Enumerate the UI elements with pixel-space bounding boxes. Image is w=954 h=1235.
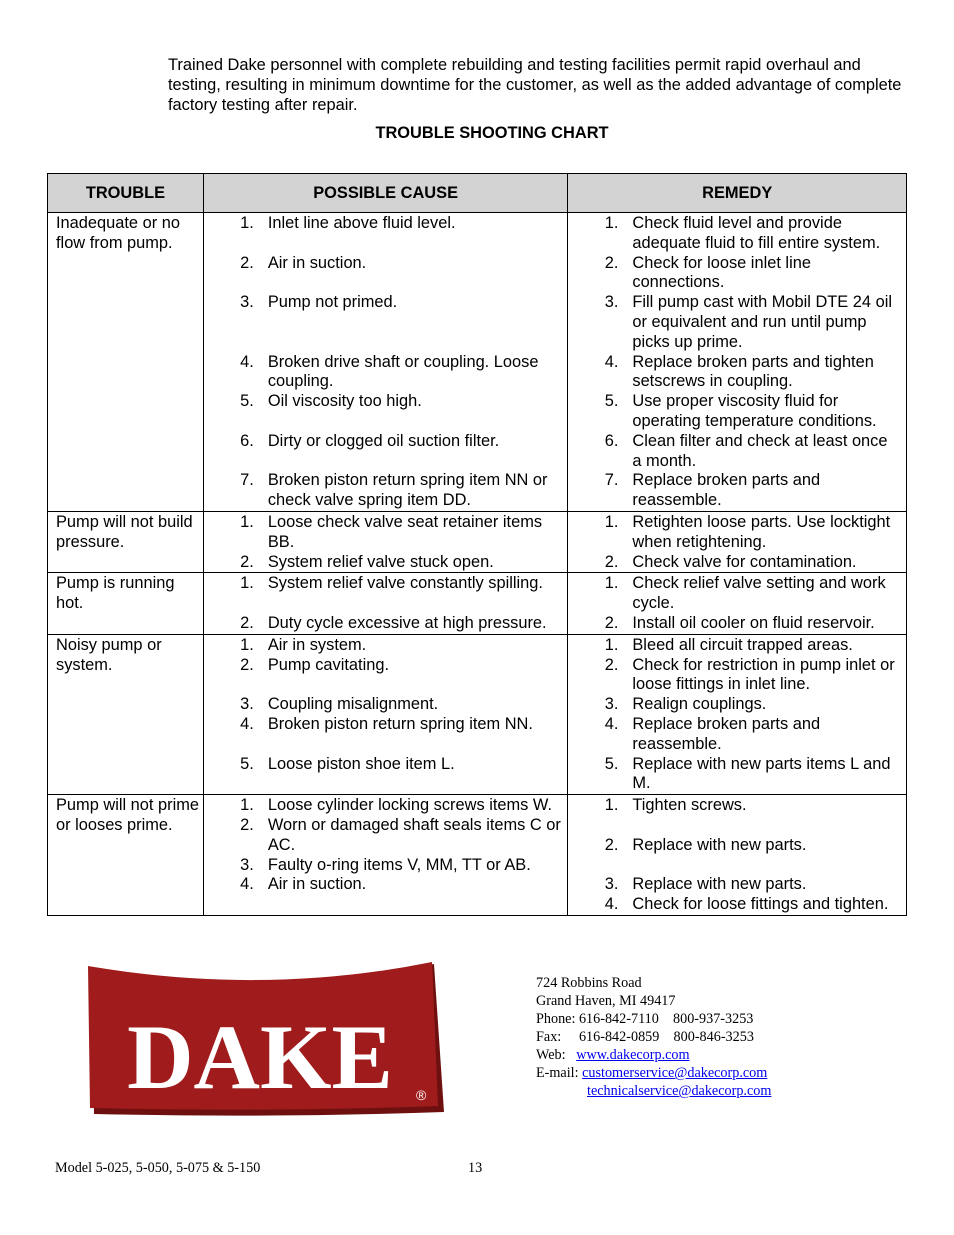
remedy-item [568,656,906,696]
cause-item [204,614,568,634]
remedy-item [568,432,906,472]
footer-model: Model 5-025, 5-050, 5-075 & 5-150 [55,1160,261,1176]
remedy-number: 5. [604,754,619,773]
cause-number: 2. [240,253,254,272]
web-line [536,1046,771,1064]
remedy-item [568,796,906,816]
remedy-item [568,875,906,895]
cause-text: Air in system. [267,635,367,654]
dake-logo [86,962,450,1122]
table-row [48,573,907,634]
cause-text: Coupling misalignment. [267,695,439,714]
remedy-text: Replace broken parts and reassemble. [632,714,821,753]
remedy-text: Tighten screws. [632,796,747,815]
remedy-text: Retighten loose parts. Use locktight when retightening. [632,512,891,551]
cause-number: 4. [240,714,254,733]
logo-wordmark: DAKE [127,1006,393,1108]
cause-item [204,636,568,656]
cause-cell [203,795,568,916]
cause-item [204,755,568,775]
contact-block [536,974,771,1100]
registered-mark: ® [416,1087,427,1103]
remedy-item [568,636,906,656]
cause-text: Broken drive shaft or coupling. Loose coupling. [267,352,539,391]
remedy-text: Replace with new parts items L and M. [632,754,891,793]
remedy-number: 2. [604,613,619,632]
email-label: E-mail: [536,1065,579,1081]
cause-number: 3. [240,855,254,874]
cause-item [204,214,568,234]
cause-number: 6. [240,431,254,450]
page-number: 13 [468,1160,483,1176]
cause-number: 1. [240,574,254,593]
email-line [536,1064,771,1082]
remedy-number: 4. [604,714,619,733]
cause-item [204,353,568,393]
cause-item [204,656,568,676]
cause-number: 4. [240,352,254,371]
remedy-cell [568,213,907,512]
trouble-cell: Pump will not build pressure. [48,511,204,572]
cause-number: 7. [240,471,254,490]
cause-item [204,471,568,511]
remedy-number: 1. [604,796,619,815]
remedy-number: 1. [604,635,619,654]
cause-item [204,715,568,735]
cause-cell [203,213,568,512]
customer-service-email-link[interactable]: customerservice@dakecorp.com [582,1065,768,1081]
remedy-item [568,614,906,634]
cause-item [204,553,568,573]
cause-number: 4. [240,875,254,894]
cause-text: System relief valve stuck open. [267,552,494,571]
address-line-1: 724 Robbins Road [536,975,642,991]
remedy-text: Bleed all circuit trapped areas. [632,635,853,654]
cause-text: Dirty or clogged oil suction filter. [267,431,500,450]
table-row [48,213,907,512]
remedy-number: 6. [604,431,619,450]
cause-item [204,293,568,313]
table-row [48,795,907,916]
remedy-text: Use proper viscosity fluid for operating temperature conditions. [632,392,877,430]
cause-text: Loose piston shoe item L. [267,754,455,773]
remedy-text: Clean filter and check at least once a month. [632,431,888,470]
remedy-text: Fill pump cast with Mobil DTE 24 oil or equivalent and run until pump picks up prime. [632,293,892,351]
cause-text: Loose cylinder locking screws items W. [267,796,553,815]
remedy-text: Replace broken parts and tighten setscrews in coupling. [632,352,874,391]
remedy-cell [568,634,907,794]
cause-item [204,875,568,895]
remedy-item [568,895,906,915]
cause-text: Broken piston return spring item NN or check valve spring item DD. [267,471,548,510]
remedy-cell [568,573,907,634]
intro-paragraph: Trained Dake personnel with complete rebuilding and testing facilities permit rapid overhaul and testing, resulting in minimum downtime for the customer, as well as the added advantage of complete factory testing after repair. [168,56,902,114]
cause-item [204,574,568,594]
cause-number: 2. [240,613,254,632]
web-label: Web: [536,1047,566,1063]
table-row [48,511,907,572]
remedy-text: Realign couplings. [632,695,767,714]
trouble-cell: Pump will not prime or looses prime. [48,795,204,916]
cause-text: Broken piston return spring item NN. [267,714,533,733]
cause-number: 1. [240,796,254,815]
remedy-item [568,214,906,254]
cause-item [204,513,568,553]
cause-text: Pump not primed. [267,293,398,312]
remedy-number: 3. [604,875,619,894]
remedy-item [568,695,906,715]
remedy-number: 2. [604,253,619,272]
remedy-number: 2. [604,655,619,674]
cause-cell [203,634,568,794]
cause-number: 1. [240,214,254,232]
cause-text: Worn or damaged shaft seals items C or AC. [267,815,561,854]
chart-title: TROUBLE SHOOTING CHART [375,124,609,142]
cause-cell [203,573,568,634]
trouble-cell: Noisy pump or system. [48,634,204,794]
remedy-item [568,553,906,573]
cause-text: System relief valve constantly spilling. [267,574,543,593]
remedy-number: 1. [604,214,619,232]
cause-number: 3. [240,293,254,312]
cause-number: 1. [240,635,254,654]
remedy-number: 7. [604,471,619,490]
phone-line: Phone: 616-842-7110 800-937-3253 [536,1011,754,1027]
email-line-2 [536,1082,771,1100]
remedy-number: 2. [604,552,619,571]
cause-text: Air in suction. [267,875,367,894]
fax-line: Fax: 616-842-0859 800-846-3253 [536,1029,754,1045]
cause-number: 2. [240,552,254,571]
remedy-text: Check fluid level and provide adequate fluid to fill entire system. [632,214,881,252]
cause-item [204,254,568,274]
remedy-number: 3. [604,695,619,714]
cause-item [204,392,568,412]
address-line-2: Grand Haven, MI 49417 [536,993,676,1009]
remedy-item [568,715,906,755]
cause-number: 1. [240,512,254,531]
remedy-item [568,254,906,294]
remedy-cell [568,795,907,916]
cause-cell [203,511,568,572]
cause-text: Oil viscosity too high. [267,392,422,411]
remedy-item [568,513,906,553]
cause-number: 2. [240,655,254,674]
remedy-text: Check for loose inlet line connections. [632,253,811,292]
cause-number: 3. [240,695,254,714]
cause-text: Duty cycle excessive at high pressure. [267,613,547,632]
remedy-text: Replace broken parts and reassemble. [632,471,821,510]
remedy-item [568,471,906,511]
remedy-number: 4. [604,895,619,914]
cause-item [204,432,568,452]
website-link[interactable]: www.dakecorp.com [576,1047,690,1063]
cause-item [204,856,568,876]
remedy-item [568,293,906,352]
remedy-text: Check relief valve setting and work cycle. [632,574,886,613]
remedy-item [568,574,906,614]
remedy-text: Replace with new parts. [632,875,807,894]
header-trouble: TROUBLE [48,174,204,213]
remedy-cell [568,511,907,572]
cause-text: Inlet line above fluid level. [267,214,456,232]
technical-service-email-link[interactable]: technicalservice@dakecorp.com [587,1083,772,1099]
remedy-number: 5. [604,392,619,411]
remedy-text: Replace with new parts. [632,835,807,854]
trouble-cell: Pump is running hot. [48,573,204,634]
table-header-row [48,174,907,213]
cause-text: Pump cavitating. [267,655,390,674]
cause-item [204,816,568,856]
troubleshooting-table [47,173,907,916]
header-remedy: REMEDY [568,174,907,213]
cause-text: Faulty o-ring items V, MM, TT or AB. [267,855,531,874]
table-row [48,634,907,794]
remedy-number: 1. [604,512,619,531]
remedy-item [568,836,906,856]
remedy-number: 2. [604,835,619,854]
cause-item [204,695,568,715]
cause-text: Air in suction. [267,253,367,272]
cause-number: 5. [240,754,254,773]
cause-number: 2. [240,815,254,834]
remedy-text: Check for restriction in pump inlet or loose fittings in inlet line. [632,655,895,694]
remedy-item [568,755,906,795]
remedy-number: 1. [604,574,619,593]
remedy-item [568,353,906,393]
trouble-cell: Inadequate or no flow from pump. [48,213,204,512]
cause-item [204,796,568,816]
remedy-text: Check valve for contamination. [632,552,857,571]
remedy-number: 3. [604,293,619,312]
remedy-text: Check for loose fittings and tighten. [632,895,889,914]
header-possible-cause: POSSIBLE CAUSE [203,174,568,213]
cause-text: Loose check valve seat retainer items BB. [267,512,543,551]
remedy-item [568,392,906,432]
remedy-text: Install oil cooler on fluid reservoir. [632,613,875,632]
cause-number: 5. [240,392,254,411]
remedy-number: 4. [604,352,619,371]
